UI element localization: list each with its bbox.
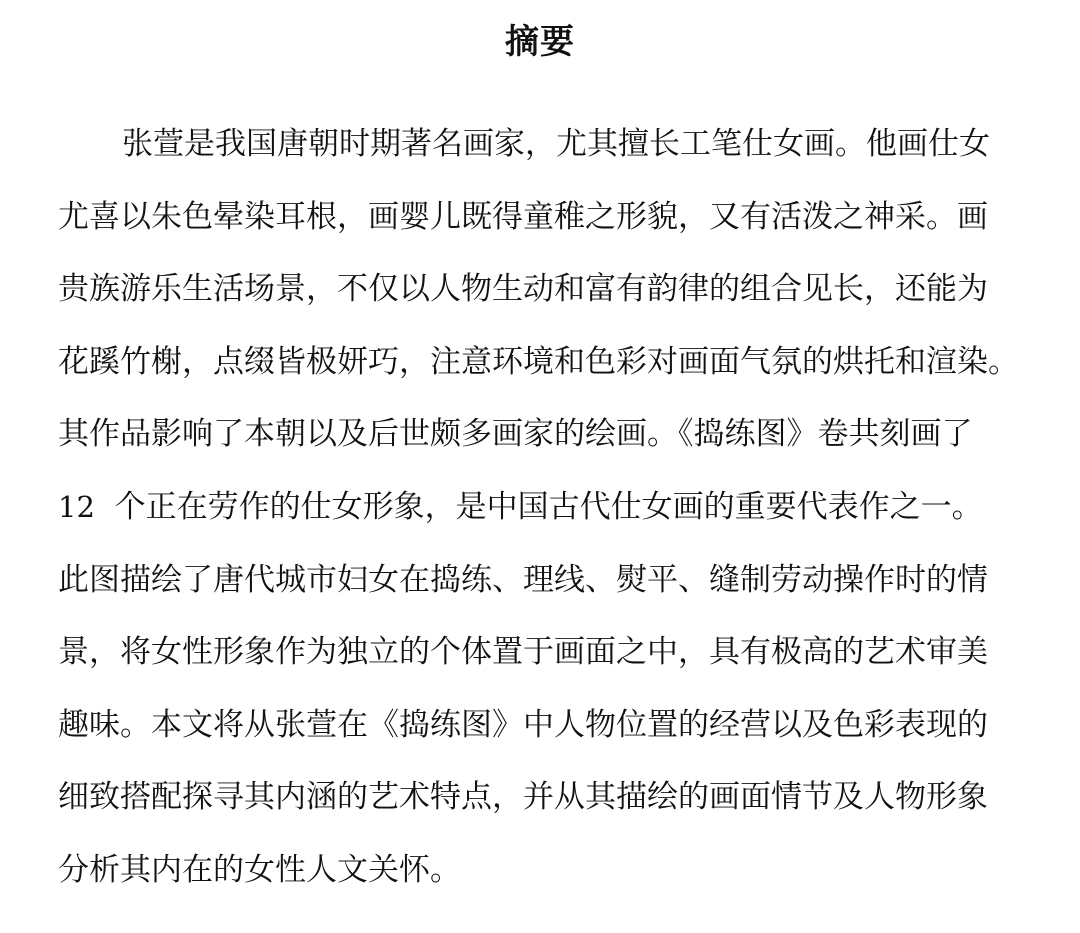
body-line: 其作品影响了本朝以及后世颇多画家的绘画。《捣练图》卷共刻画了 — [58, 416, 973, 453]
body-line: 景，将女性形象作为独立的个体置于画面之中，具有极高的艺术审美 — [58, 634, 988, 671]
body-line: 细致搭配探寻其内涵的艺术特点，并从其描绘的画面情节及人物形象 — [58, 779, 988, 816]
body-line: 分析其内在的女性人文关怀。 — [58, 851, 461, 888]
figure-count-number: 12 — [58, 489, 95, 524]
body-line-text: 个正在劳作的仕女形象，是中国古代仕女画的重要代表作之一。 — [114, 488, 983, 525]
body-line: 趣味。本文将从张萱在《捣练图》中人物位置的经营以及色彩表现的 — [58, 706, 988, 743]
body-line-with-number — [58, 481, 1028, 554]
body-line: 此图描绘了唐代城市妇女在捣练、理线、熨平、缝制劳动操作时的情 — [58, 561, 988, 598]
body-line: 花蹊竹榭，点缀皆极妍巧，注意环境和色彩对画面气氛的烘托和渲染。 — [58, 343, 1019, 380]
body-line: 尤喜以朱色晕染耳根，画婴儿既得童稚之形貌，又有活泼之神采。画 — [58, 198, 988, 235]
body-line: 贵族游乐生活场景，不仅以人物生动和富有韵律的组合见长，还能为 — [58, 271, 988, 308]
body-line: 张萱是我国唐朝时期著名画家，尤其擅长工笔仕女画。他画仕女 — [122, 126, 990, 162]
abstract-title: 摘要 — [505, 22, 575, 62]
abstract-body — [58, 118, 1028, 917]
